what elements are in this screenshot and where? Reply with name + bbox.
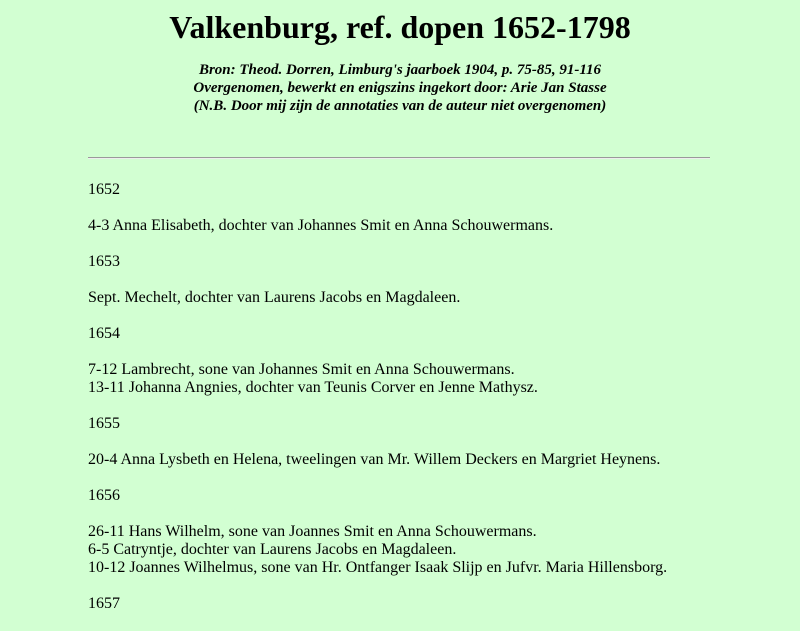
year-heading: 1653 <box>88 253 120 270</box>
baptism-entry: 20-4 Anna Lysbeth en Helena, tweelingen van Mr. Willem Deckers en Margriet Heynens. <box>88 451 661 468</box>
baptism-entry: 7-12 Lambrecht, sone van Johannes Smit en Anna Schouwermans. <box>88 361 515 378</box>
baptism-entry: 6-5 Catryntje, dochter van Laurens Jacobs en Magdaleen. <box>88 541 457 558</box>
page-title: Valkenburg, ref. dopen 1652-1798 <box>169 9 631 45</box>
year-heading: 1654 <box>88 325 120 342</box>
annotation-note-line: (N.B. Door mij zijn de annotaties van de auteur niet overgenomen) <box>193 98 607 114</box>
divider <box>88 157 710 159</box>
year-heading: 1656 <box>88 487 120 504</box>
year-entries <box>88 523 712 577</box>
baptism-entry: 13-11 Johanna Angnies, dochter van Teunis Corver en Jenne Mathysz. <box>88 379 538 396</box>
baptism-entry: 26-11 Hans Wilhelm, sone van Joannes Smit en Anna Schouwermans. <box>88 523 537 540</box>
source-line: Bron: Theod. Dorren, Limburg's jaarboek 1904, p. 75-85, 91-116 <box>198 62 602 78</box>
baptism-entry: 4-3 Anna Elisabeth, dochter van Johannes Smit en Anna Schouwermans. <box>88 217 554 234</box>
baptism-records <box>88 181 712 631</box>
year-heading: 1652 <box>88 181 120 198</box>
year-heading: 1655 <box>88 415 120 432</box>
year-entries <box>88 289 712 307</box>
source-note <box>0 61 800 115</box>
editor-line: Overgenomen, bewerkt en enigszins ingekort door: Arie Jan Stasse <box>193 80 607 96</box>
year-heading: 1657 <box>88 595 120 612</box>
year-entries <box>88 451 712 469</box>
year-entries <box>88 217 712 235</box>
baptism-entry: Sept. Mechelt, dochter van Laurens Jacobs en Magdaleen. <box>88 289 461 306</box>
year-entries <box>88 361 712 397</box>
baptism-entry: 10-12 Joannes Wilhelmus, sone van Hr. Ontfanger Isaak Slijp en Jufvr. Maria Hillensborg. <box>88 559 668 576</box>
